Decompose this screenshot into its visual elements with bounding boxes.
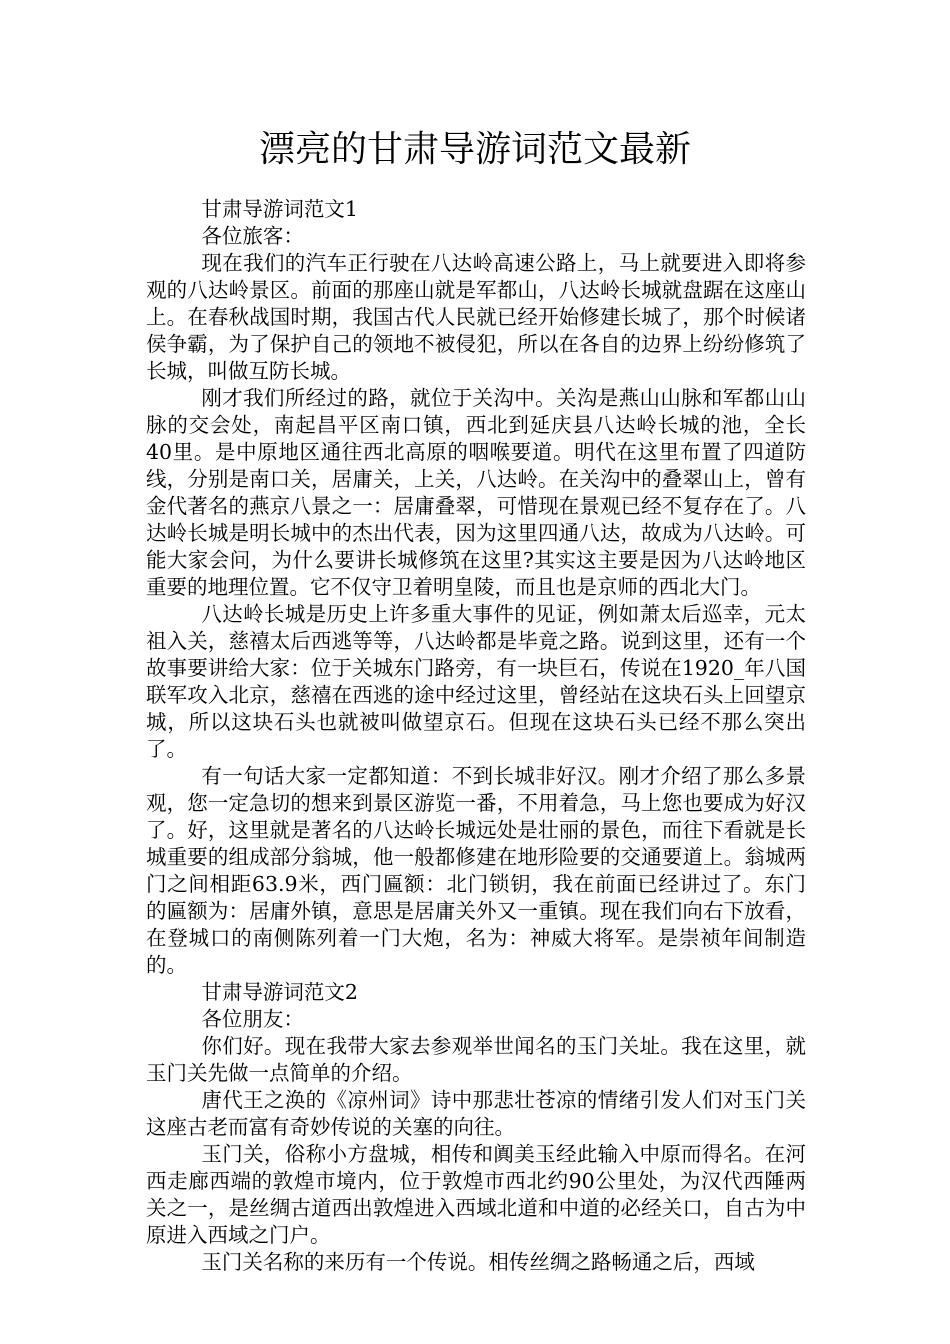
greeting: 各位旅客： <box>201 224 304 248</box>
paragraph: 八达岭长城是历史上许多重大事件的见证，例如萧太后巡幸，元太祖入关，慈禧太后西逃等等，八达岭都是毕竟之路。说到这里，还有一个故事要讲给大家：位于关城东门路旁，有一块巨石，传说在1920_年八国联军攻入北京，慈禧在西逃的途中经过这里，曾经站在这块石头上回望京城，所以这块石头也就被叫做望京石。但现在这块石头已经不那么突出了。 <box>146 602 806 761</box>
document-body <box>146 196 806 1276</box>
paragraph: 有一句话大家一定都知道：不到长城非好汉。刚才介绍了那么多景观，您一定急切的想来到景区游览一番，不用着急，马上您也要成为好汉了。好，这里就是著名的八达岭长城远处是壮丽的景色，而往下看就是长城重要的组成部分翁城，他一般都修建在地形险要的交通要道上。翁城两门之间相距63.9米，西门匾额：北门锁钥，我在前面已经讲过了。东门的匾额为：居庸外镇，意思是居庸关外又一重镇。现在我们向右下放看，在登城口的南侧陈列着一门大炮，名为：神威大将军。是崇祯年间制造的。 <box>146 764 806 977</box>
section-heading: 甘肃导游词范文2 <box>201 980 358 1004</box>
paragraph: 刚才我们所经过的路，就位于关沟中。关沟是燕山山脉和军都山山脉的交会处，南起昌平区南口镇，西北到延庆县八达岭长城的池，全长40里。是中原地区通往西北高原的咽喉要道。明代在这里布置了四道防线，分别是南口关，居庸关，上关，八达岭。在关沟中的叠翠山上，曾有金代著名的燕京八景之一：居庸叠翠，可惜现在景观已经不复存在了。八达岭长城是明长城中的杰出代表，因为这里四通八达，故成为八达岭。可能大家会问，为什么要讲长城修筑在这里?其实这主要是因为八达岭地区重要的地理位置。它不仅守卫着明皇陵，而且也是京师的西北大门。 <box>146 386 806 599</box>
paragraph: 玉门关名称的来历有一个传说。相传丝绸之路畅通之后，西域 <box>201 1250 755 1274</box>
paragraph: 唐代王之涣的《凉州词》诗中那悲壮苍凉的情绪引发人们对玉门关这座古老而富有奇妙传说的关塞的向往。 <box>146 1088 806 1139</box>
paragraph: 现在我们的汽车正行驶在八达岭高速公路上，马上就要进入即将参观的八达岭景区。前面的那座山就是军都山，八达岭长城就盘踞在这座山上。在春秋战国时期，我国古代人民就已经开始修建长城了，那个时候诸侯争霸，为了保护自己的领地不被侵犯，所以在各自的边界上纷纷修筑了长城，叫做互防长城。 <box>146 251 806 383</box>
paragraph: 玉门关，俗称小方盘城，相传和阗美玉经此输入中原而得名。在河西走廊西端的敦煌市境内，位于敦煌市西北约90公里处，为汉代西陲两关之一，是丝绸古道西出敦煌进入西域北道和中道的必经关口，自古为中原进入西域之门户。 <box>146 1142 806 1247</box>
document-title: 漂亮的甘肃导游词范文最新 <box>258 129 691 170</box>
greeting: 各位朋友： <box>201 1007 304 1031</box>
section-heading: 甘肃导游词范文1 <box>201 197 358 221</box>
paragraph: 你们好。现在我带大家去参观举世闻名的玉门关址。我在这里，就玉门关先做一点简单的介绍。 <box>146 1034 806 1085</box>
